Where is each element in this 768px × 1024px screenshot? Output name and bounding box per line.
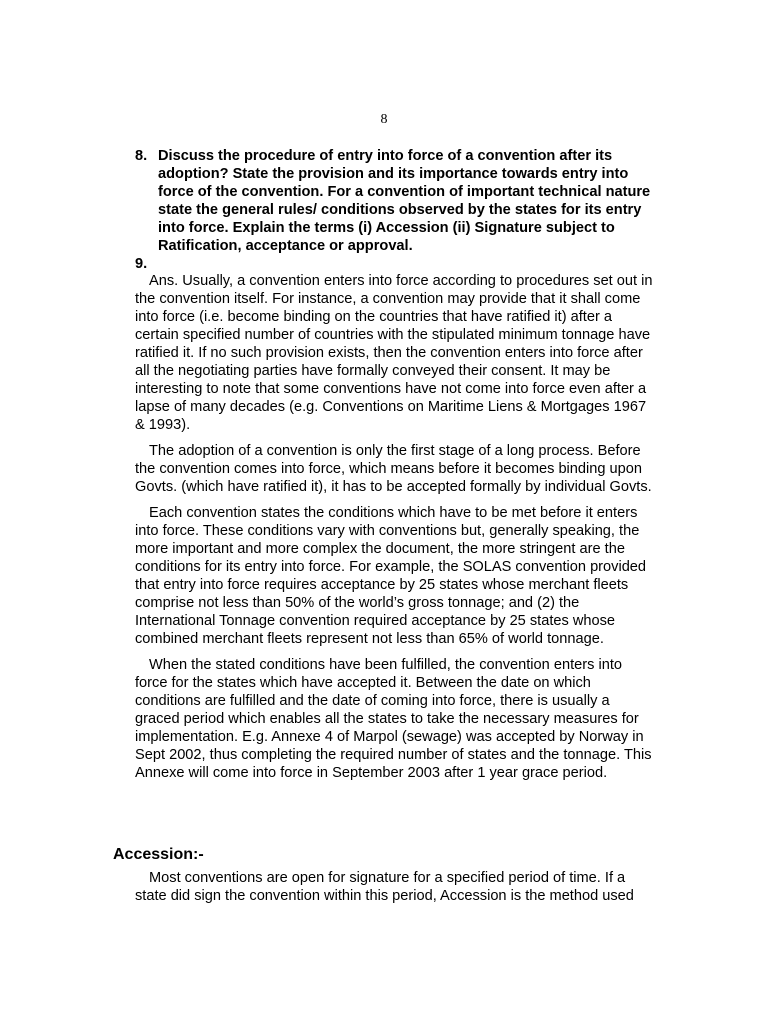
answer-paragraph-4: When the stated conditions have been fulfilled, the convention enters into force for the states which have accepted it. Between the date on which conditions are fulfilled and the date of coming into force, there is usually a graced period which enables all the states to take the necessary measures for implementation. E.g. Annexe 4 of Marpol (sewage) was accepted by Norway in Sept 2002, thus completing the required number of states and the tonnage. This Annexe will come into force in September 2003 after 1 year grace period. xyxy=(135,657,652,781)
next-question-number: 9. xyxy=(135,256,148,272)
question-number: 8. xyxy=(135,148,148,164)
accession-body xyxy=(135,869,657,905)
question-text: Discuss the procedure of entry into force of a convention after its adoption? State the provision and its importance towards entry into force of the convention. For a convention of important technical nature state the general rules/ conditions observed by the states for its entry into force. Explain the terms (i) Accession (ii) Signature subject to Ratification, acceptance or approval. xyxy=(158,148,651,254)
accession-paragraph: Most conventions are open for signature for a specified period of time. If a state did sign the convention within this period, Accession is the method used xyxy=(135,870,634,904)
question-item xyxy=(135,147,655,255)
page-number: 8 xyxy=(380,112,388,127)
accession-heading: Accession:- xyxy=(113,846,204,863)
answer-paragraph-1: Ans. Usually, a convention enters into force according to procedures set out in the convention itself. For instance, a convention may provide that it shall come into force (i.e. become binding on the countries that have ratified it) after a certain specified number of countries with the stipulated minimum tonnage have ratified it. If no such provision exists, then the convention enters into force after all the negotiating parties have formally conveyed their consent. It may be interesting to note that some conventions have not come into force even after a lapse of many decades (e.g. Conventions on Maritime Liens & Mortgages 1967 & 1993). xyxy=(135,273,653,433)
answer-paragraph-3: Each convention states the conditions which have to be met before it enters into force. These conditions vary with conventions but, generally speaking, the more important and more complex the document, the more stringent are the conditions for its entry into force. For example, the SOLAS convention provided that entry into force requires acceptance by 25 states whose merchant fleets comprise not less than 50% of the world’s gross tonnage; and (2) the International Tonnage convention required acceptance by 25 states whose combined merchant fleets represent not less than 65% of world tonnage. xyxy=(135,505,647,647)
answer-paragraph-2: The adoption of a convention is only the first stage of a long process. Before the convention comes into force, which means before it becomes binding upon Govts. (which have ratified it), it has to be accepted formally by individual Govts. xyxy=(135,443,652,495)
next-question-item xyxy=(135,255,655,273)
question-block xyxy=(135,147,655,273)
answer-body xyxy=(135,272,657,790)
